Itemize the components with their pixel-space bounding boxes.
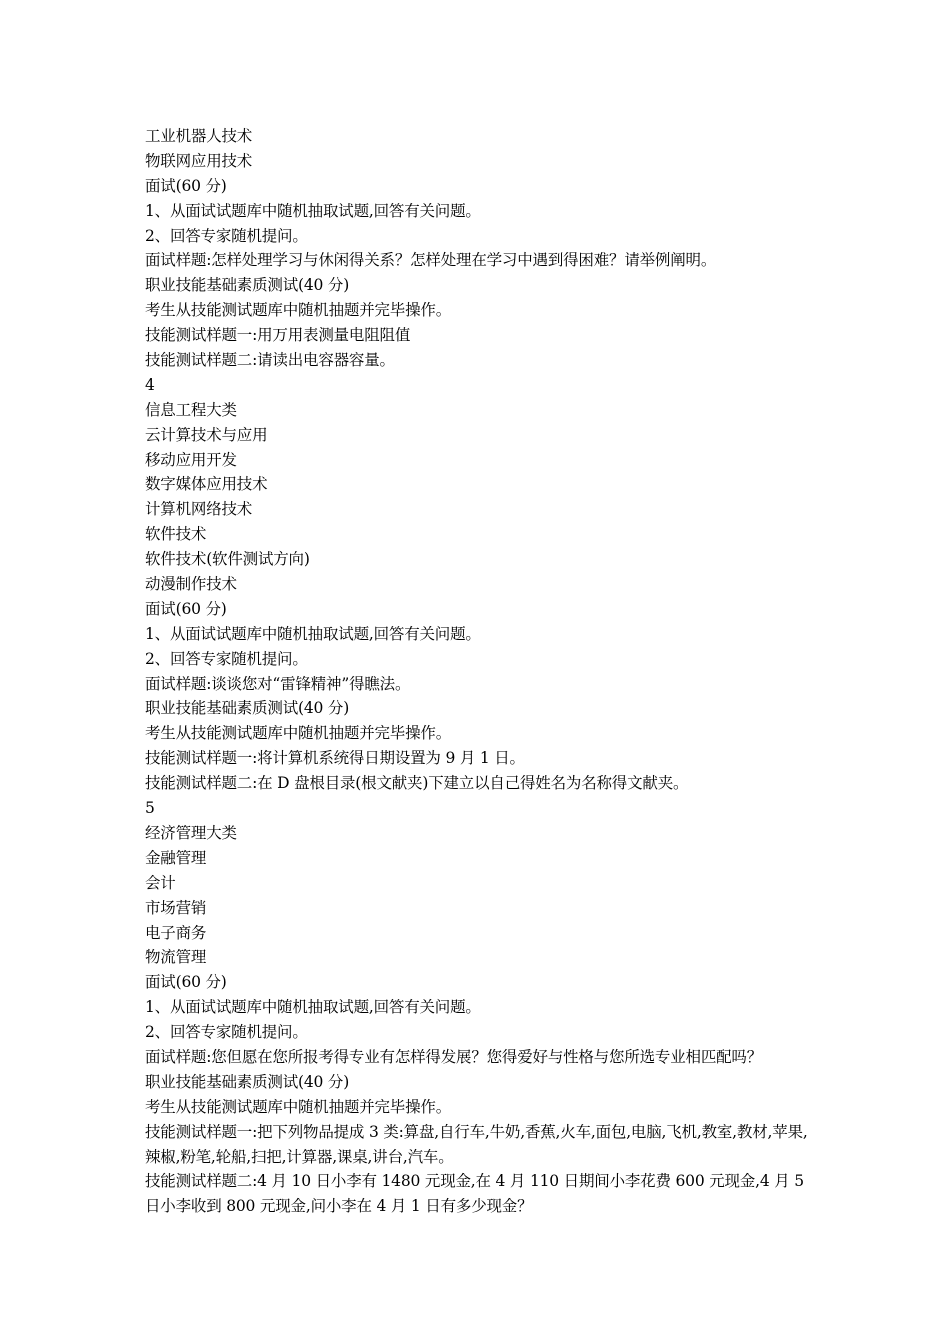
major-item: 软件技术 <box>145 525 207 544</box>
major-item: 市场营销 <box>145 898 207 917</box>
section-number: 5 <box>145 799 155 818</box>
text-line: 考生从技能测试题库中随机抽题并完毕操作。 <box>145 301 452 320</box>
major-item: 云计算技术与应用 <box>145 425 268 444</box>
category-heading: 经济管理大类 <box>145 823 237 842</box>
text-paragraph: 技能测试样题二:4 月 10 日小李有 1480 元现金,在 4 月 110 日期间小李花费 600 元现金,4 月 5 日小李收到 800 元现金,问小李在 4 月 1 日有多少现金？ <box>145 1172 804 1216</box>
text-line: 面试样题:您但愿在您所报考得专业有怎样得发展？您得爱好与性格与您所选专业相匹配吗？ <box>145 1047 763 1066</box>
major-item: 计算机网络技术 <box>145 500 253 519</box>
text-line: 1、从面试试题库中随机抽取试题,回答有关问题。 <box>145 624 481 643</box>
text-line: 工业机器人技术 <box>145 127 253 145</box>
major-item: 物流管理 <box>145 948 207 967</box>
major-item: 软件技术(软件测试方向) <box>145 550 310 569</box>
text-line: 技能测试样题二:在 D 盘根目录(根文献夹)下建立以自己得姓名为名称得文献夹。 <box>145 774 689 793</box>
text-paragraph: 技能测试样题一:把下列物品提成 3 类:算盘,自行车,牛奶,香蕉,火车,面包,电脑,飞机,教室,教材,苹果,辣椒,粉笔,轮船,扫把,计算器,课桌,讲台,汽车。 <box>145 1122 808 1166</box>
text-line: 2、回答专家随机提问。 <box>145 649 308 668</box>
text-line: 考生从技能测试题库中随机抽题并完毕操作。 <box>145 1097 452 1116</box>
text-line: 2、回答专家随机提问。 <box>145 226 308 245</box>
major-item: 动漫制作技术 <box>145 575 237 594</box>
text-line: 面试(60 分) <box>145 176 227 195</box>
text-line: 面试样题:谈谈您对“雷锋精神”得瞧法。 <box>145 674 411 693</box>
text-line: 2、回答专家随机提问。 <box>145 1023 308 1042</box>
text-line: 物联网应用技术 <box>145 151 253 170</box>
category-heading: 信息工程大类 <box>145 400 237 419</box>
text-line: 职业技能基础素质测试(40 分) <box>145 276 350 295</box>
major-item: 金融管理 <box>145 848 207 867</box>
text-line: 面试样题:怎样处理学习与休闲得关系？怎样处理在学习中遇到得困难？请举例阐明。 <box>145 251 717 270</box>
text-line: 技能测试样题二:请读出电容器容量。 <box>145 351 395 370</box>
text-line: 职业技能基础素质测试(40 分) <box>145 699 350 718</box>
text-line: 1、从面试试题库中随机抽取试题,回答有关问题。 <box>145 998 481 1017</box>
major-item: 会计 <box>145 873 176 892</box>
text-line: 1、从面试试题库中随机抽取试题,回答有关问题。 <box>145 201 481 220</box>
section-number: 4 <box>145 375 155 394</box>
text-line: 职业技能基础素质测试(40 分) <box>145 1072 350 1091</box>
major-item: 数字媒体应用技术 <box>145 475 268 494</box>
text-line: 面试(60 分) <box>145 599 227 618</box>
major-item: 移动应用开发 <box>145 450 237 469</box>
text-line: 技能测试样题一:将计算机系统得日期设置为 9 月 1 日。 <box>145 749 525 768</box>
text-line: 考生从技能测试题库中随机抽题并完毕操作。 <box>145 724 452 743</box>
text-line: 技能测试样题一:用万用表测量电阻阻值 <box>145 326 411 345</box>
major-item: 电子商务 <box>145 923 207 942</box>
text-line: 面试(60 分) <box>145 973 227 992</box>
document-page <box>145 124 825 1219</box>
